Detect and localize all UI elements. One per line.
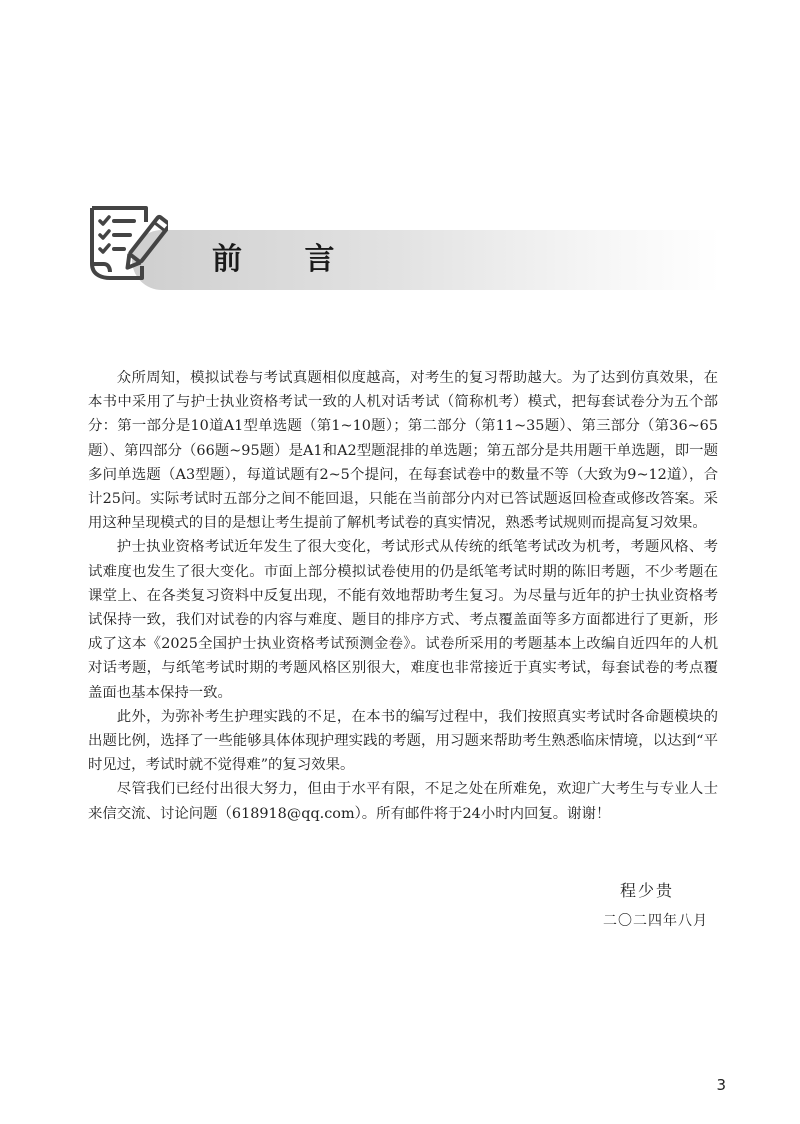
author-name: 程少贵 <box>619 881 674 900</box>
paragraph: 众所周知，模拟试卷与考试真题相似度越高，对考生的复习帮助越大。为了达到仿真效果，在本书中采用了与护士执业资格考试一致的人机对话考试（简称机考）模式，把每套试卷分为五个部分：第一部分是10道A1型单选题（第1~10题）；第二部分（第11~35题）、第三部分（第36~65题）、第四部分（66题~95题）是A1和A2型题混排的单选题；第五部分是共用题干单选题，即一题多问单选题（A3型题），每道试题有2~5个提问，在每套试卷中的数量不等（大致为9~12道），合计25问。实际考试时五部分之间不能回退，只能在当前部分内对已答试题返回检查或修改答案。采用这种呈现模式的目的是想让考生提前了解机考试卷的真实情况，熟悉考试规则而提高复习效果。 <box>88 370 718 532</box>
page-number: 3 <box>716 1076 726 1094</box>
signature-block <box>603 878 708 934</box>
page-title: 前 言 <box>212 242 361 277</box>
checklist-pencil-icon <box>84 204 168 282</box>
paragraph: 尽管我们已经付出很大努力，但由于水平有限，不足之处在所难免，欢迎广大考生与专业人士来信交流、讨论问题（618918@qq.com）。所有邮件将于24小时内回复。谢谢！ <box>88 781 718 822</box>
paragraph: 护士执业资格考试近年发生了很大变化，考试形式从传统的纸笔考试改为机考，考题风格、考试难度也发生了很大变化。市面上部分模拟试卷使用的仍是纸笔考试时期的陈旧考题，不少考题在课堂上、在各类复习资料中反复出现，不能有效地帮助考生复习。为尽量与近年的护士执业资格考试保持一致，我们对试卷的内容与难度、题目的排序方式、考点覆盖面等多方面都进行了更新，形成了这本《2025全国护士执业资格考试预测金卷》。试卷所采用的考题基本上改编自近四年的人机对话考题，与纸笔考试时期的考题风格区别很大，难度也非常接近于真实考试，每套试卷的考点覆盖面也基本保持一致。 <box>88 539 718 701</box>
signature-date: 二〇二四年八月 <box>603 913 708 929</box>
preface-body <box>88 366 718 826</box>
paragraph: 此外，为弥补考生护理实践的不足，在本书的编写过程中，我们按照真实考试时各命题模块的出题比例，选择了一些能够具体体现护理实践的考题，用习题来帮助考生熟悉临床情境，以达到“平时见过，考试时就不觉得难”的复习效果。 <box>88 708 718 774</box>
